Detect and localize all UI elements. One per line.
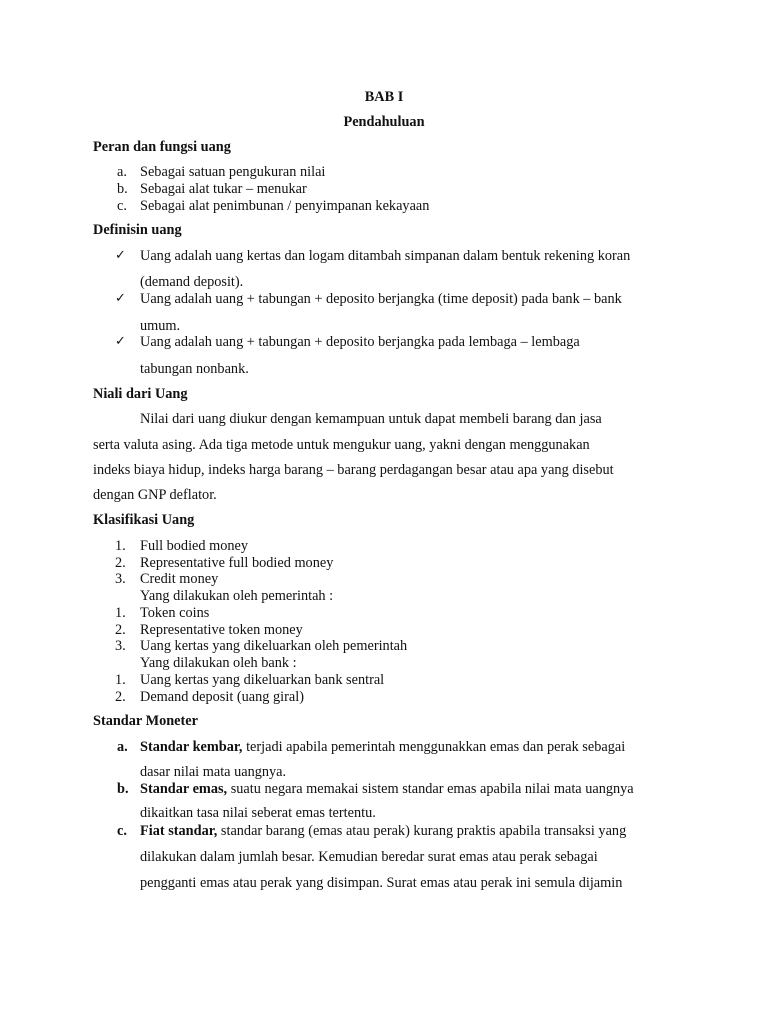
list-marker: 2.	[115, 555, 126, 571]
list-item: Representative full bodied money	[140, 555, 334, 571]
check-icon: ✓	[115, 334, 126, 349]
section-title-klasifikasi: Klasifikasi Uang	[93, 512, 195, 528]
list-subheading: Yang dilakukan oleh bank :	[140, 655, 297, 671]
list-item: Uang kertas yang dikeluarkan oleh pemerintah	[140, 638, 408, 654]
list-marker: b.	[117, 181, 128, 197]
list-item: Sebagai alat penimbunan / penyimpanan kekayaan	[140, 198, 430, 214]
list-item-continuation: pengganti emas atau perak yang disimpan. Surat emas atau perak ini semula dijamin	[140, 875, 623, 891]
paragraph-line: dengan GNP deflator.	[93, 487, 217, 503]
section-title-nilai: Niali dari Uang	[93, 386, 188, 402]
list-item: Uang kertas yang dikeluarkan bank sentral	[140, 672, 385, 688]
list-item: Token coins	[140, 605, 210, 621]
list-item: Sebagai satuan pengukuran nilai	[140, 164, 326, 180]
list-item: Credit money	[140, 571, 219, 587]
definition-text: terjadi apabila pemerintah menggunakkan emas dan perak sebagai	[242, 739, 626, 755]
term: Standar kembar,	[140, 739, 243, 755]
check-icon: ✓	[115, 291, 126, 306]
list-item	[140, 824, 626, 838]
list-item: Representative token money	[140, 622, 303, 638]
check-icon: ✓	[115, 248, 126, 263]
definition-text: standar barang (emas atau perak) kurang praktis apabila transaksi yang	[217, 823, 627, 839]
list-item-continuation: tabungan nonbank.	[140, 361, 249, 377]
list-marker: c.	[117, 823, 127, 839]
section-title-peran: Peran dan fungsi uang	[93, 139, 231, 155]
list-subheading: Yang dilakukan oleh pemerintah :	[140, 588, 334, 604]
section-title-definisi: Definisin uang	[93, 222, 182, 238]
list-item-continuation: (demand deposit).	[140, 274, 244, 290]
list-item-continuation: dikaitkan tasa nilai seberat emas tertentu.	[140, 805, 376, 821]
list-marker: 1.	[115, 672, 126, 688]
list-item: Sebagai alat tukar – menukar	[140, 181, 307, 197]
list-marker: c.	[117, 198, 127, 214]
list-item-continuation: umum.	[140, 318, 181, 334]
list-item: Demand deposit (uang giral)	[140, 689, 304, 705]
list-item-continuation: dilakukan dalam jumlah besar. Kemudian beredar surat emas atau perak sebagai	[140, 849, 598, 865]
list-marker: a.	[117, 164, 127, 180]
list-marker: 1.	[115, 605, 126, 621]
paragraph-line: Nilai dari uang diukur dengan kemampuan untuk dapat membeli barang dan jasa	[140, 411, 602, 427]
chapter-heading: BAB I	[364, 89, 404, 105]
list-item-continuation: dasar nilai mata uangnya.	[140, 764, 287, 780]
list-marker: b.	[117, 781, 129, 797]
list-marker: 3.	[115, 571, 126, 587]
list-item: Uang adalah uang kertas dan logam ditambah simpanan dalam bentuk rekening koran	[140, 248, 631, 264]
list-marker: 2.	[115, 689, 126, 705]
list-marker: 3.	[115, 638, 126, 654]
list-item: Full bodied money	[140, 538, 249, 554]
list-item	[140, 740, 625, 754]
paragraph-line: indeks biaya hidup, indeks harga barang – barang perdagangan besar atau apa yang disebut	[93, 462, 614, 478]
term: Standar emas,	[140, 781, 228, 797]
definition-text: suatu negara memakai sistem standar emas apabila nilai mata uangnya	[227, 781, 634, 797]
list-item	[140, 782, 634, 796]
chapter-subtitle: Pendahuluan	[343, 114, 425, 130]
paragraph-line: serta valuta asing. Ada tiga metode untuk mengukur uang, yakni dengan menggunakan	[93, 437, 590, 453]
term: Fiat standar,	[140, 823, 218, 839]
list-marker: a.	[117, 739, 128, 755]
section-title-standar: Standar Moneter	[93, 713, 198, 729]
list-item: Uang adalah uang + tabungan + deposito berjangka (time deposit) pada bank – bank	[140, 291, 622, 307]
list-item: Uang adalah uang + tabungan + deposito berjangka pada lembaga – lembaga	[140, 334, 580, 350]
list-marker: 1.	[115, 538, 126, 554]
list-marker: 2.	[115, 622, 126, 638]
